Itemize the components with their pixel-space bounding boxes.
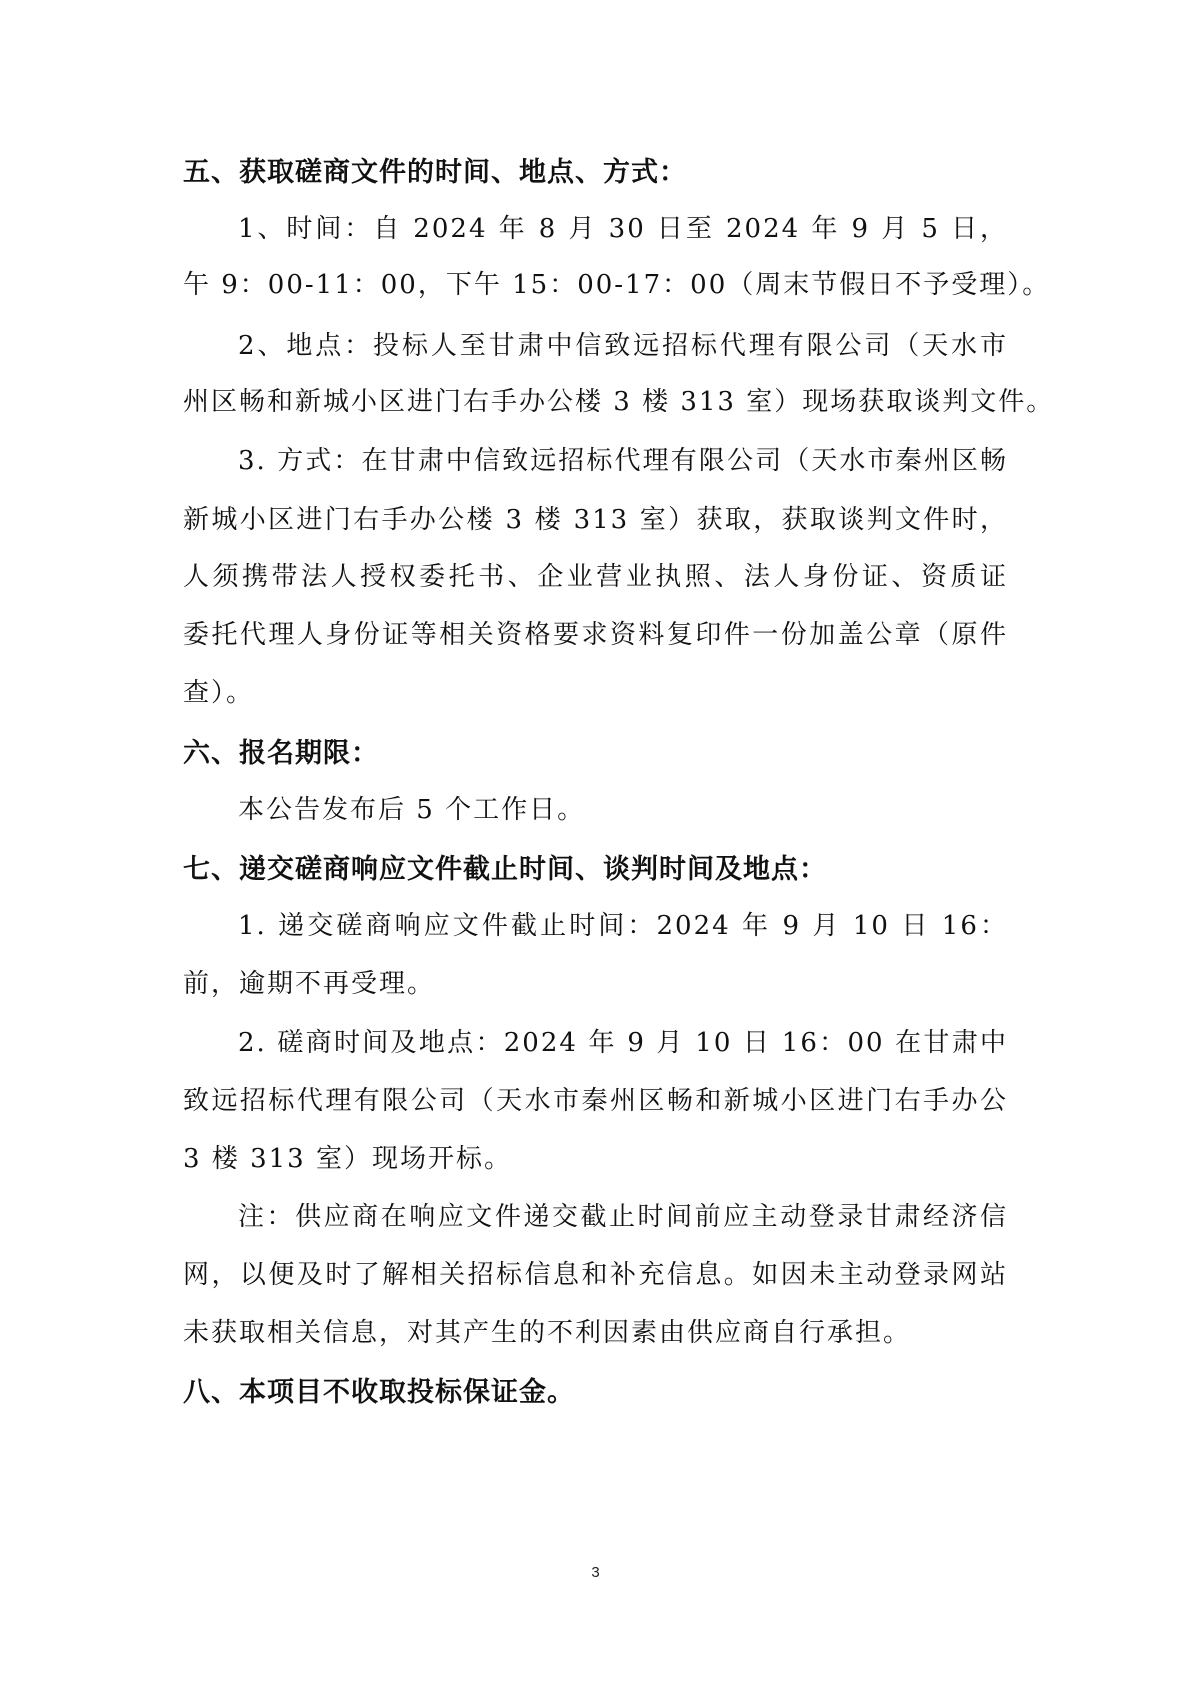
section-5-item-2-line-1: 2、地点：投标人至甘肃中信致远招标代理有限公司（天水市 <box>238 331 1008 361</box>
section-heading-6: 六、报名期限： <box>183 738 379 769</box>
section-7-item-2-line-2: 致远招标代理有限公司（天水市秦州区畅和新城小区进门右手办公 <box>183 1086 1008 1116</box>
section-5-item-1-line-2: 午 9：00-11：00，下午 15：00-17：00（周末节假日不予受理）。 <box>183 270 1051 300</box>
section-7-item-2-line-1: 2. 磋商时间及地点：2024 年 9 月 10 日 16：00 在甘肃中 <box>238 1028 1008 1058</box>
section-5-item-3-line-2: 新城小区进门右手办公楼 3 楼 313 室）获取，获取谈判文件时， <box>183 505 1008 535</box>
section-5-item-3-line-4: 委托代理人身份证等相关资格要求资料复印件一份加盖公章（原件 <box>183 620 1008 650</box>
section-5-item-3-line-1: 3. 方式：在甘肃中信致远招标代理有限公司（天水市秦州区畅 <box>238 446 1008 476</box>
section-7-note-line-2: 网，以便及时了解相关招标信息和补充信息。如因未主动登录网站 <box>183 1260 1008 1290</box>
section-6-line-1: 本公告发布后 5 个工作日。 <box>238 795 586 825</box>
section-heading-5: 五、获取磋商文件的时间、地点、方式： <box>183 157 687 188</box>
page-number: 3 <box>591 1564 600 1581</box>
section-7-item-2-line-3: 3 楼 313 室）现场开标。 <box>183 1144 512 1174</box>
section-5-item-2-line-2: 州区畅和新城小区进门右手办公楼 3 楼 313 室）现场获取谈判文件。 <box>183 387 1055 417</box>
section-5-item-3-line-5: 查）。 <box>183 678 255 708</box>
section-7-item-1-line-1: 1. 递交磋商响应文件截止时间：2024 年 9 月 10 日 16： <box>238 911 1008 941</box>
section-7-item-1-line-2: 前，逾期不再受理。 <box>183 969 436 999</box>
section-7-note-line-3: 未获取相关信息，对其产生的不利因素由供应商自行承担。 <box>183 1318 912 1348</box>
section-5-item-1-line-1: 1、时间：自 2024 年 8 月 30 日至 2024 年 9 月 5 日， <box>238 214 1008 244</box>
section-heading-7: 七、递交磋商响应文件截止时间、谈判时间及地点： <box>183 854 827 885</box>
section-heading-8: 八、本项目不收取投标保证金。 <box>183 1377 575 1408</box>
section-7-note-line-1: 注：供应商在响应文件递交截止时间前应主动登录甘肃经济信 <box>238 1202 1008 1232</box>
section-5-item-3-line-3: 人须携带法人授权委托书、企业营业执照、法人身份证、资质证 <box>183 562 1008 592</box>
